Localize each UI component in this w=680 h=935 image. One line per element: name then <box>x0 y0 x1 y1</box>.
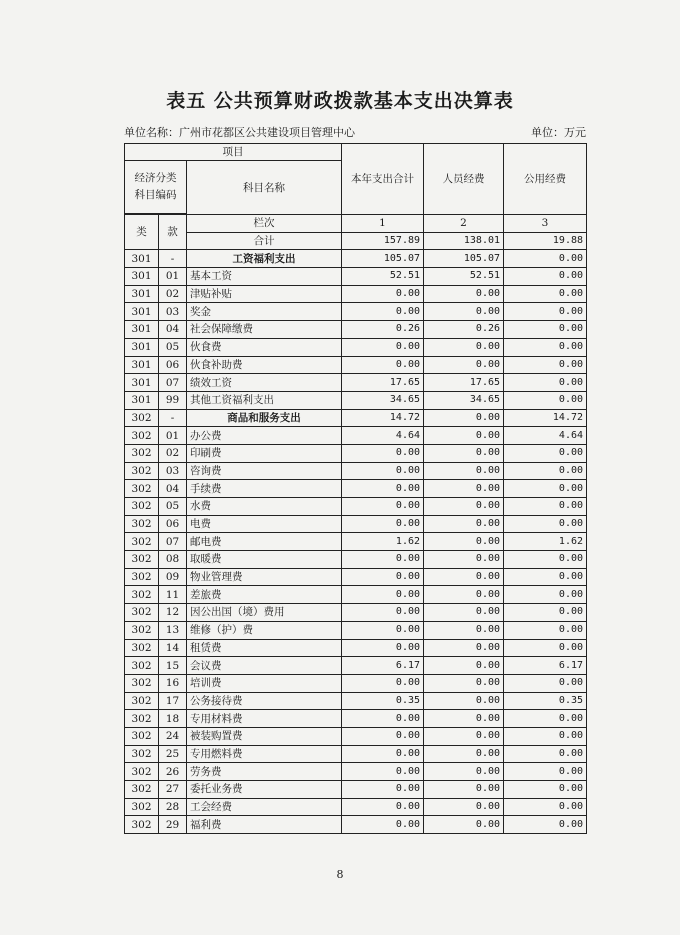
row-public: 0.00 <box>504 444 587 462</box>
header-col2: 2 <box>424 215 504 233</box>
row-total: 105.07 <box>342 250 424 268</box>
row-total: 0.00 <box>342 639 424 657</box>
row-total: 0.00 <box>342 551 424 569</box>
row-lei: 302 <box>125 745 159 763</box>
header-subject-name: 科目名称 <box>187 161 342 215</box>
row-subject: 奖金 <box>187 303 342 321</box>
row-lei: 302 <box>125 621 159 639</box>
row-subject: 印刷费 <box>187 444 342 462</box>
row-kuan: 99 <box>159 391 187 409</box>
row-public: 0.00 <box>504 480 587 498</box>
header-personnel: 人员经费 <box>424 144 504 215</box>
row-personnel: 0.00 <box>424 674 504 692</box>
row-subject: 公务接待费 <box>187 692 342 710</box>
table-row <box>125 657 587 675</box>
row-public: 0.00 <box>504 745 587 763</box>
row-public: 0.00 <box>504 515 587 533</box>
row-lei: 302 <box>125 515 159 533</box>
row-kuan: - <box>159 250 187 268</box>
row-lei: 302 <box>125 498 159 516</box>
row-subject: 伙食补助费 <box>187 356 342 374</box>
row-lei: 302 <box>125 657 159 675</box>
row-personnel: 0.00 <box>424 727 504 745</box>
row-lei: 301 <box>125 391 159 409</box>
row-total: 0.26 <box>342 321 424 339</box>
row-lei: 302 <box>125 763 159 781</box>
row-total: 0.00 <box>342 303 424 321</box>
row-total: 0.00 <box>342 727 424 745</box>
row-personnel: 0.00 <box>424 551 504 569</box>
header-lanci: 栏次 <box>187 215 342 233</box>
row-public: 14.72 <box>504 409 587 427</box>
row-personnel: 0.00 <box>424 763 504 781</box>
row-total: 0.00 <box>342 710 424 728</box>
row-subject: 工会经费 <box>187 798 342 816</box>
row-lei: 301 <box>125 374 159 392</box>
row-public: 0.00 <box>504 798 587 816</box>
table-row <box>125 374 587 392</box>
row-personnel: 0.00 <box>424 639 504 657</box>
row-subject: 工资福利支出 <box>187 250 342 268</box>
row-total: 0.35 <box>342 692 424 710</box>
row-kuan: 16 <box>159 674 187 692</box>
row-lei: 302 <box>125 604 159 622</box>
table-row <box>125 533 587 551</box>
row-personnel: 0.00 <box>424 798 504 816</box>
row-lei: 302 <box>125 692 159 710</box>
table-row <box>125 462 587 480</box>
row-subject: 绩效工资 <box>187 374 342 392</box>
row-total: 0.00 <box>342 444 424 462</box>
row-kuan: 05 <box>159 498 187 516</box>
row-public: 0.00 <box>504 285 587 303</box>
table-row <box>125 338 587 356</box>
row-total: 0.00 <box>342 586 424 604</box>
row-kuan: 15 <box>159 657 187 675</box>
row-personnel: 0.00 <box>424 568 504 586</box>
row-total: 17.65 <box>342 374 424 392</box>
row-subject: 伙食费 <box>187 338 342 356</box>
table-row <box>125 674 587 692</box>
table-row <box>125 285 587 303</box>
row-kuan: 06 <box>159 356 187 374</box>
row-public: 0.00 <box>504 781 587 799</box>
row-public: 0.00 <box>504 568 587 586</box>
row-subject: 水费 <box>187 498 342 516</box>
row-lei: 302 <box>125 427 159 445</box>
table-row <box>125 268 587 286</box>
header-kuan: 款 <box>159 215 187 250</box>
table-row <box>125 391 587 409</box>
row-subject: 取暖费 <box>187 551 342 569</box>
row-lei: 302 <box>125 674 159 692</box>
table-row <box>125 639 587 657</box>
row-kuan: 27 <box>159 781 187 799</box>
table-row <box>125 692 587 710</box>
row-public: 0.00 <box>504 321 587 339</box>
row-lei: 301 <box>125 303 159 321</box>
row-subject: 其他工资福利支出 <box>187 391 342 409</box>
row-lei: 301 <box>125 321 159 339</box>
unit-line <box>124 124 586 140</box>
row-kuan: 04 <box>159 480 187 498</box>
row-subject: 专用材料费 <box>187 710 342 728</box>
row-subject: 基本工资 <box>187 268 342 286</box>
row-personnel: 0.00 <box>424 515 504 533</box>
row-subject: 电费 <box>187 515 342 533</box>
row-subject: 差旅费 <box>187 586 342 604</box>
table-row <box>125 621 587 639</box>
table-row <box>125 745 587 763</box>
row-subject: 租赁费 <box>187 639 342 657</box>
row-lei: 302 <box>125 586 159 604</box>
table-row <box>125 444 587 462</box>
row-kuan: 29 <box>159 816 187 834</box>
row-total: 0.00 <box>342 816 424 834</box>
row-public: 0.00 <box>504 250 587 268</box>
row-subject: 物业管理费 <box>187 568 342 586</box>
row-public: 0.35 <box>504 692 587 710</box>
row-public: 0.00 <box>504 816 587 834</box>
table-row <box>125 427 587 445</box>
row-lei: 301 <box>125 268 159 286</box>
expenditure-table <box>124 143 587 834</box>
row-total: 1.62 <box>342 533 424 551</box>
row-lei: 302 <box>125 816 159 834</box>
row-personnel: 0.00 <box>424 444 504 462</box>
row-personnel: 34.65 <box>424 391 504 409</box>
table-row <box>125 409 587 427</box>
row-public: 0.00 <box>504 551 587 569</box>
row-kuan: 03 <box>159 462 187 480</box>
row-subject: 邮电费 <box>187 533 342 551</box>
row-total: 0.00 <box>342 674 424 692</box>
row-kuan: 02 <box>159 444 187 462</box>
table-row <box>125 498 587 516</box>
table-row <box>125 480 587 498</box>
row-public: 6.17 <box>504 657 587 675</box>
row-kuan: 26 <box>159 763 187 781</box>
table-row <box>125 568 587 586</box>
table-row <box>125 604 587 622</box>
row-public: 0.00 <box>504 710 587 728</box>
row-total: 14.72 <box>342 409 424 427</box>
row-personnel: 0.00 <box>424 657 504 675</box>
row-lei: 302 <box>125 727 159 745</box>
table-row <box>125 727 587 745</box>
total-sum: 157.89 <box>342 232 424 250</box>
row-kuan: 12 <box>159 604 187 622</box>
row-lei: 302 <box>125 533 159 551</box>
row-total: 0.00 <box>342 763 424 781</box>
header-public: 公用经费 <box>504 144 587 215</box>
row-subject: 劳务费 <box>187 763 342 781</box>
row-kuan: 05 <box>159 338 187 356</box>
row-kuan: 08 <box>159 551 187 569</box>
row-personnel: 17.65 <box>424 374 504 392</box>
row-subject: 手续费 <box>187 480 342 498</box>
row-public: 0.00 <box>504 356 587 374</box>
row-lei: 302 <box>125 480 159 498</box>
header-col3: 3 <box>504 215 587 233</box>
row-total: 0.00 <box>342 356 424 374</box>
row-public: 0.00 <box>504 604 587 622</box>
row-public: 0.00 <box>504 338 587 356</box>
row-lei: 302 <box>125 551 159 569</box>
row-kuan: 13 <box>159 621 187 639</box>
row-total: 34.65 <box>342 391 424 409</box>
row-kuan: 14 <box>159 639 187 657</box>
row-public: 0.00 <box>504 727 587 745</box>
row-total: 0.00 <box>342 621 424 639</box>
row-kuan: 04 <box>159 321 187 339</box>
row-subject: 社会保障缴费 <box>187 321 342 339</box>
row-personnel: 0.00 <box>424 816 504 834</box>
row-total: 0.00 <box>342 604 424 622</box>
row-personnel: 0.26 <box>424 321 504 339</box>
row-kuan: 18 <box>159 710 187 728</box>
row-personnel: 0.00 <box>424 427 504 445</box>
row-subject: 办公费 <box>187 427 342 445</box>
row-kuan: 07 <box>159 533 187 551</box>
row-public: 0.00 <box>504 763 587 781</box>
table-row <box>125 710 587 728</box>
row-public: 0.00 <box>504 621 587 639</box>
row-personnel: 0.00 <box>424 781 504 799</box>
row-personnel: 0.00 <box>424 462 504 480</box>
row-public: 0.00 <box>504 391 587 409</box>
row-personnel: 0.00 <box>424 710 504 728</box>
row-subject: 因公出国（境）费用 <box>187 604 342 622</box>
table-row <box>125 356 587 374</box>
row-total: 4.64 <box>342 427 424 445</box>
row-kuan: 02 <box>159 285 187 303</box>
row-subject: 维修（护）费 <box>187 621 342 639</box>
row-personnel: 0.00 <box>424 692 504 710</box>
row-personnel: 0.00 <box>424 498 504 516</box>
row-personnel: 0.00 <box>424 621 504 639</box>
total-row <box>125 232 587 250</box>
row-personnel: 0.00 <box>424 480 504 498</box>
row-lei: 302 <box>125 409 159 427</box>
header-lei: 类 <box>125 215 159 250</box>
table-row <box>125 321 587 339</box>
row-kuan: 25 <box>159 745 187 763</box>
header-row-lanci <box>125 215 587 233</box>
row-public: 0.00 <box>504 303 587 321</box>
row-kuan: 06 <box>159 515 187 533</box>
row-personnel: 0.00 <box>424 533 504 551</box>
row-public: 1.62 <box>504 533 587 551</box>
row-subject: 专用燃料费 <box>187 745 342 763</box>
row-lei: 302 <box>125 444 159 462</box>
row-public: 0.00 <box>504 674 587 692</box>
row-personnel: 0.00 <box>424 338 504 356</box>
row-subject: 福利费 <box>187 816 342 834</box>
table-row <box>125 551 587 569</box>
row-total: 0.00 <box>342 515 424 533</box>
row-public: 0.00 <box>504 462 587 480</box>
row-kuan: 24 <box>159 727 187 745</box>
row-subject: 培训费 <box>187 674 342 692</box>
row-kuan: 07 <box>159 374 187 392</box>
row-personnel: 0.00 <box>424 409 504 427</box>
row-personnel: 52.51 <box>424 268 504 286</box>
row-kuan: 01 <box>159 268 187 286</box>
row-total: 0.00 <box>342 798 424 816</box>
row-kuan: 17 <box>159 692 187 710</box>
header-total: 本年支出合计 <box>342 144 424 215</box>
row-subject: 被装购置费 <box>187 727 342 745</box>
unit-name: 单位名称：广州市花都区公共建设项目管理中心 <box>124 126 355 139</box>
row-public: 0.00 <box>504 374 587 392</box>
row-lei: 302 <box>125 462 159 480</box>
row-lei: 302 <box>125 710 159 728</box>
row-subject: 咨询费 <box>187 462 342 480</box>
row-total: 0.00 <box>342 498 424 516</box>
row-kuan: - <box>159 409 187 427</box>
row-subject: 委托业务费 <box>187 781 342 799</box>
row-lei: 302 <box>125 568 159 586</box>
row-public: 0.00 <box>504 498 587 516</box>
header-econ-code: 经济分类 科目编码 <box>125 161 187 214</box>
table-row <box>125 586 587 604</box>
total-public: 19.88 <box>504 232 587 250</box>
row-subject: 会议费 <box>187 657 342 675</box>
row-personnel: 105.07 <box>424 250 504 268</box>
row-lei: 301 <box>125 250 159 268</box>
row-total: 0.00 <box>342 480 424 498</box>
row-personnel: 0.00 <box>424 604 504 622</box>
row-public: 4.64 <box>504 427 587 445</box>
table-row <box>125 303 587 321</box>
row-total: 6.17 <box>342 657 424 675</box>
row-total: 0.00 <box>342 338 424 356</box>
row-lei: 301 <box>125 356 159 374</box>
row-public: 0.00 <box>504 586 587 604</box>
row-kuan: 11 <box>159 586 187 604</box>
row-lei: 302 <box>125 639 159 657</box>
header-row-project <box>125 144 587 161</box>
row-personnel: 0.00 <box>424 303 504 321</box>
row-subject: 津贴补贴 <box>187 285 342 303</box>
row-total: 0.00 <box>342 745 424 763</box>
row-personnel: 0.00 <box>424 356 504 374</box>
row-personnel: 0.00 <box>424 285 504 303</box>
row-kuan: 09 <box>159 568 187 586</box>
row-total: 0.00 <box>342 781 424 799</box>
row-lei: 302 <box>125 781 159 799</box>
row-public: 0.00 <box>504 268 587 286</box>
table-row <box>125 515 587 533</box>
row-public: 0.00 <box>504 639 587 657</box>
row-personnel: 0.00 <box>424 586 504 604</box>
row-kuan: 03 <box>159 303 187 321</box>
page-title: 表五 公共预算财政拨款基本支出决算表 <box>166 90 514 112</box>
table-row <box>125 798 587 816</box>
row-lei: 302 <box>125 798 159 816</box>
row-kuan: 01 <box>159 427 187 445</box>
row-total: 0.00 <box>342 285 424 303</box>
row-subject: 商品和服务支出 <box>187 409 342 427</box>
total-personnel: 138.01 <box>424 232 504 250</box>
table-row <box>125 250 587 268</box>
unit-label: 单位：万元 <box>531 126 586 139</box>
header-col1: 1 <box>342 215 424 233</box>
row-lei: 301 <box>125 285 159 303</box>
table-row <box>125 781 587 799</box>
header-project: 项目 <box>125 144 342 161</box>
row-lei: 301 <box>125 338 159 356</box>
table-row <box>125 816 587 834</box>
page-number: 8 <box>336 868 344 881</box>
row-total: 0.00 <box>342 462 424 480</box>
row-total: 52.51 <box>342 268 424 286</box>
row-total: 0.00 <box>342 568 424 586</box>
row-kuan: 28 <box>159 798 187 816</box>
row-personnel: 0.00 <box>424 745 504 763</box>
total-label: 合计 <box>187 232 342 250</box>
table-row <box>125 763 587 781</box>
